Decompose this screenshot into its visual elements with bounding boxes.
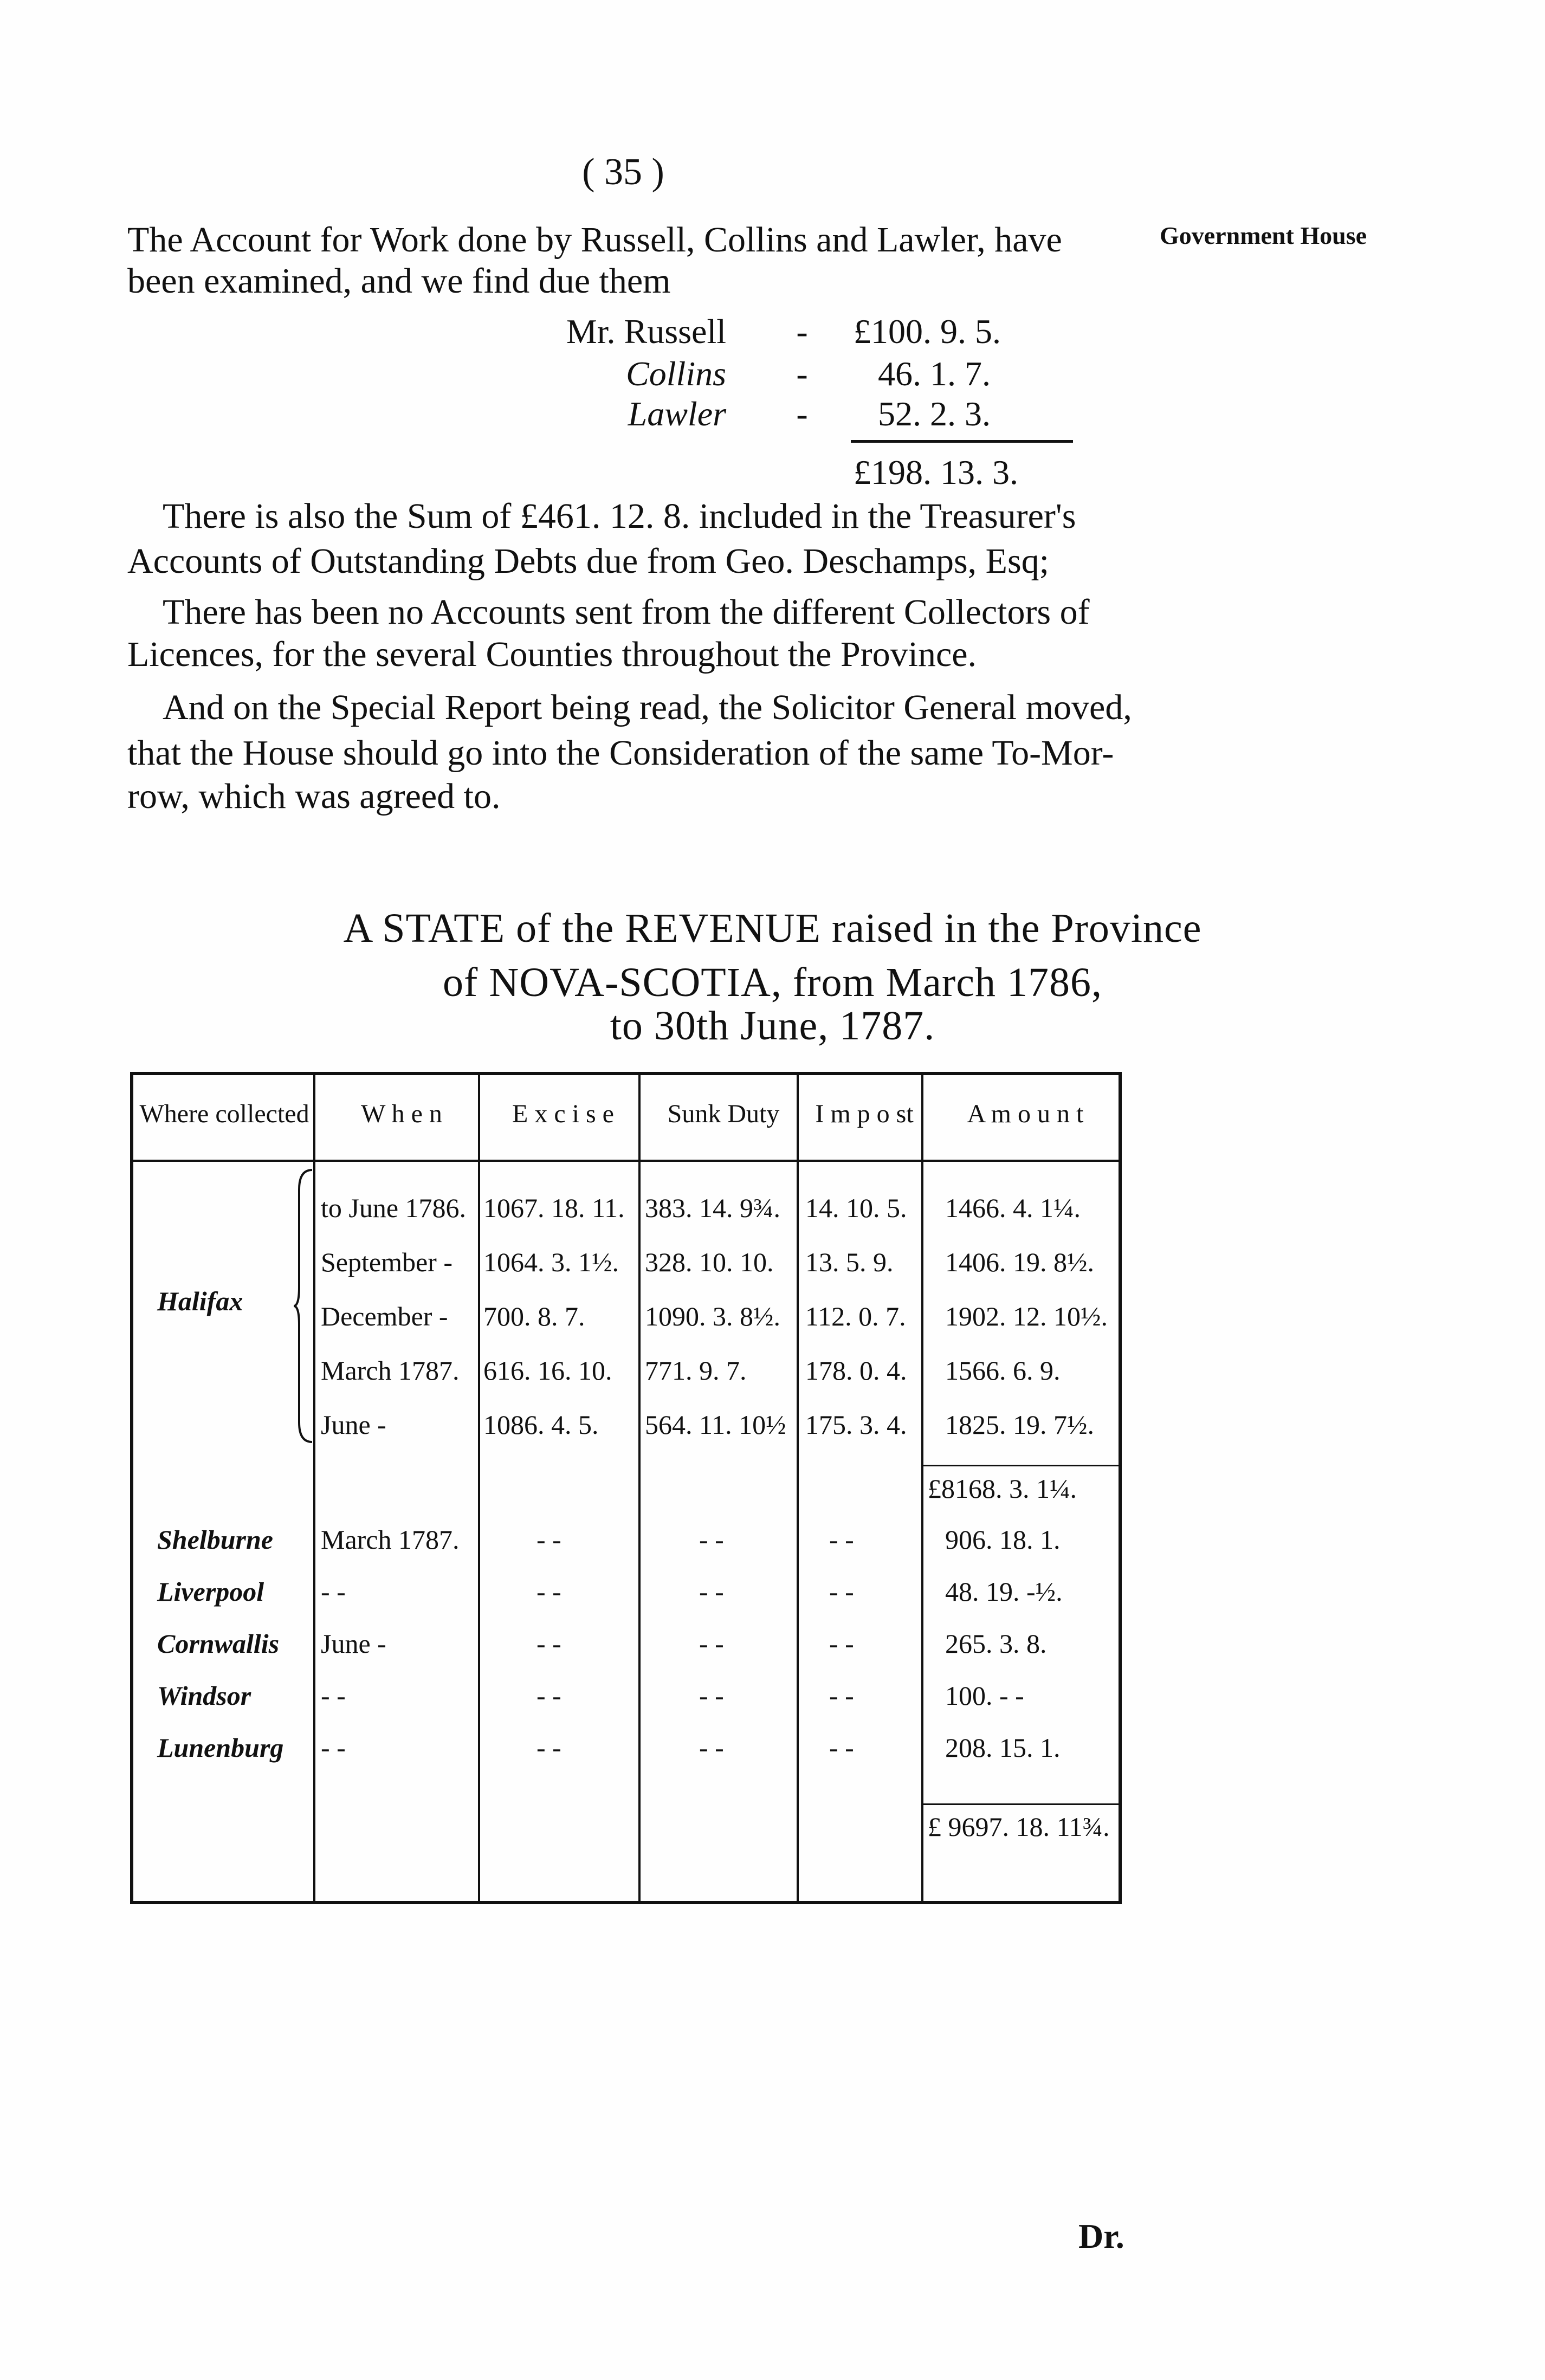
table-cell: 1406. 19. 8½. bbox=[945, 1247, 1094, 1277]
column-divider bbox=[478, 1075, 480, 1901]
table-cell: - - bbox=[829, 1576, 854, 1607]
table-cell: 383. 14. 9¾. bbox=[645, 1193, 780, 1223]
place-name: Shelburne bbox=[157, 1524, 273, 1555]
place-name: Lunenburg bbox=[157, 1732, 284, 1763]
table-cell: 328. 10. 10. bbox=[645, 1247, 774, 1277]
sum-rule bbox=[851, 440, 1073, 443]
place-name: Liverpool bbox=[157, 1576, 264, 1607]
table-cell: 178. 0. 4. bbox=[805, 1355, 907, 1386]
margin-note: Government House bbox=[1160, 222, 1367, 249]
header-rule bbox=[133, 1160, 1119, 1162]
table-top-rule bbox=[130, 1072, 1122, 1075]
table-cell: March 1787. bbox=[321, 1355, 460, 1386]
halifax-label: Halifax bbox=[157, 1286, 243, 1316]
paragraph-line: And on the Special Report being read, the Solicitor General moved, bbox=[163, 688, 1132, 727]
paragraph-line: Accounts of Outstanding Debts due from Geo. Deschamps, Esq; bbox=[127, 541, 1050, 581]
table-cell: - - bbox=[321, 1576, 346, 1607]
table-cell: - - bbox=[699, 1524, 724, 1555]
table-cell: to June 1786. bbox=[321, 1193, 467, 1223]
table-cell: 1825. 19. 7½. bbox=[945, 1409, 1094, 1440]
paragraph-line: that the House should go into the Consideration of the same To-Mor- bbox=[127, 733, 1114, 773]
table-cell: December - bbox=[321, 1301, 448, 1331]
table-cell: 13. 5. 9. bbox=[805, 1247, 894, 1277]
account-name: Lawler bbox=[628, 394, 726, 433]
table-cell: 1090. 3. 8½. bbox=[645, 1301, 780, 1331]
table-cell: - - bbox=[536, 1524, 561, 1555]
table-cell: June - bbox=[321, 1409, 386, 1440]
catchword: Dr. bbox=[1078, 2217, 1124, 2255]
table-cell: 564. 11. 10½ bbox=[645, 1409, 786, 1440]
table-cell: - - bbox=[829, 1524, 854, 1555]
table-cell: 616. 16. 10. bbox=[483, 1355, 612, 1386]
table-right-border bbox=[1119, 1075, 1122, 1901]
column-header: I m p o st bbox=[815, 1100, 914, 1128]
table-cell: 48. 19. -½. bbox=[945, 1576, 1063, 1607]
table-bottom-rule bbox=[130, 1901, 1122, 1904]
account-amount: £100. 9. 5. bbox=[854, 312, 1001, 351]
halifax-subtotal: £8168. 3. 1¼. bbox=[928, 1473, 1077, 1504]
subtotal-rule bbox=[923, 1465, 1119, 1466]
table-cell: - - bbox=[699, 1576, 724, 1607]
table-cell: - - bbox=[699, 1680, 724, 1711]
column-header: Sunk Duty bbox=[667, 1100, 780, 1128]
column-divider bbox=[797, 1075, 799, 1901]
table-cell: 1566. 6. 9. bbox=[945, 1355, 1061, 1386]
table-cell: 265. 3. 8. bbox=[945, 1628, 1047, 1659]
table-cell: 1064. 3. 1½. bbox=[483, 1247, 619, 1277]
table-cell: 700. 8. 7. bbox=[483, 1301, 585, 1331]
place-name: Windsor bbox=[157, 1680, 251, 1711]
table-cell: 1067. 18. 11. bbox=[483, 1193, 625, 1223]
table-cell: - - bbox=[829, 1732, 854, 1763]
table-cell: - - bbox=[829, 1628, 854, 1659]
account-total: £198. 13. 3. bbox=[854, 453, 1018, 491]
page-number: ( 35 ) bbox=[582, 151, 664, 193]
table-cell: - - bbox=[699, 1732, 724, 1763]
account-dash: - bbox=[796, 312, 808, 351]
table-cell: 906. 18. 1. bbox=[945, 1524, 1061, 1555]
column-header: W h e n bbox=[361, 1100, 442, 1128]
paragraph-line: There has been no Accounts sent from the different Collectors of bbox=[163, 592, 1090, 632]
paragraph-line: row, which was agreed to. bbox=[127, 777, 501, 816]
intro-line-1: The Account for Work done by Russell, Collins and Lawler, have bbox=[127, 220, 1062, 260]
grandtotal-rule bbox=[923, 1803, 1119, 1805]
table-cell: 100. - - bbox=[945, 1680, 1024, 1711]
table-cell: - - bbox=[536, 1576, 561, 1607]
table-cell: 175. 3. 4. bbox=[805, 1409, 907, 1440]
table-cell: June - bbox=[321, 1628, 386, 1659]
table-cell: 1086. 4. 5. bbox=[483, 1409, 599, 1440]
halifax-brace bbox=[293, 1168, 314, 1444]
table-cell: March 1787. bbox=[321, 1524, 460, 1555]
column-divider bbox=[638, 1075, 641, 1901]
account-amount: 52. 2. 3. bbox=[878, 394, 991, 433]
table-cell: - - bbox=[321, 1680, 346, 1711]
column-header: Where collected bbox=[139, 1100, 309, 1128]
intro-line-2: been examined, and we find due them bbox=[127, 261, 671, 301]
table-cell: - - bbox=[536, 1680, 561, 1711]
table-cell: - - bbox=[321, 1732, 346, 1763]
table-cell: 1902. 12. 10½. bbox=[945, 1301, 1108, 1331]
table-title-line-1: A STATE of the REVENUE raised in the Province bbox=[343, 906, 1202, 951]
account-dash: - bbox=[796, 354, 808, 393]
table-cell: - - bbox=[536, 1732, 561, 1763]
table-cell: - - bbox=[536, 1628, 561, 1659]
account-dash: - bbox=[796, 394, 808, 433]
table-left-border bbox=[130, 1075, 133, 1901]
table-cell: 208. 15. 1. bbox=[945, 1732, 1061, 1763]
table-cell: 14. 10. 5. bbox=[805, 1193, 907, 1223]
table-cell: 1466. 4. 1¼. bbox=[945, 1193, 1081, 1223]
paragraph-line: Licences, for the several Counties throughout the Province. bbox=[127, 635, 977, 674]
account-name: Collins bbox=[626, 354, 726, 393]
table-cell: 112. 0. 7. bbox=[805, 1301, 906, 1331]
place-name: Cornwallis bbox=[157, 1628, 280, 1659]
table-title-line-3: to 30th June, 1787. bbox=[610, 1003, 935, 1049]
column-divider bbox=[921, 1075, 923, 1901]
table-cell: - - bbox=[699, 1628, 724, 1659]
table-cell: September - bbox=[321, 1247, 452, 1277]
paragraph-line: There is also the Sum of £461. 12. 8. included in the Treasurer's bbox=[163, 496, 1076, 536]
column-header: A m o u n t bbox=[967, 1100, 1084, 1128]
table-title-line-2: of NOVA-SCOTIA, from March 1786, bbox=[443, 960, 1102, 1005]
table-cell: 771. 9. 7. bbox=[645, 1355, 747, 1386]
column-header: E x c i s e bbox=[512, 1100, 614, 1128]
table-cell: - - bbox=[829, 1680, 854, 1711]
account-name: Mr. Russell bbox=[566, 312, 726, 351]
account-amount: 46. 1. 7. bbox=[878, 354, 991, 393]
grand-total: £ 9697. 18. 11¾. bbox=[928, 1812, 1110, 1842]
